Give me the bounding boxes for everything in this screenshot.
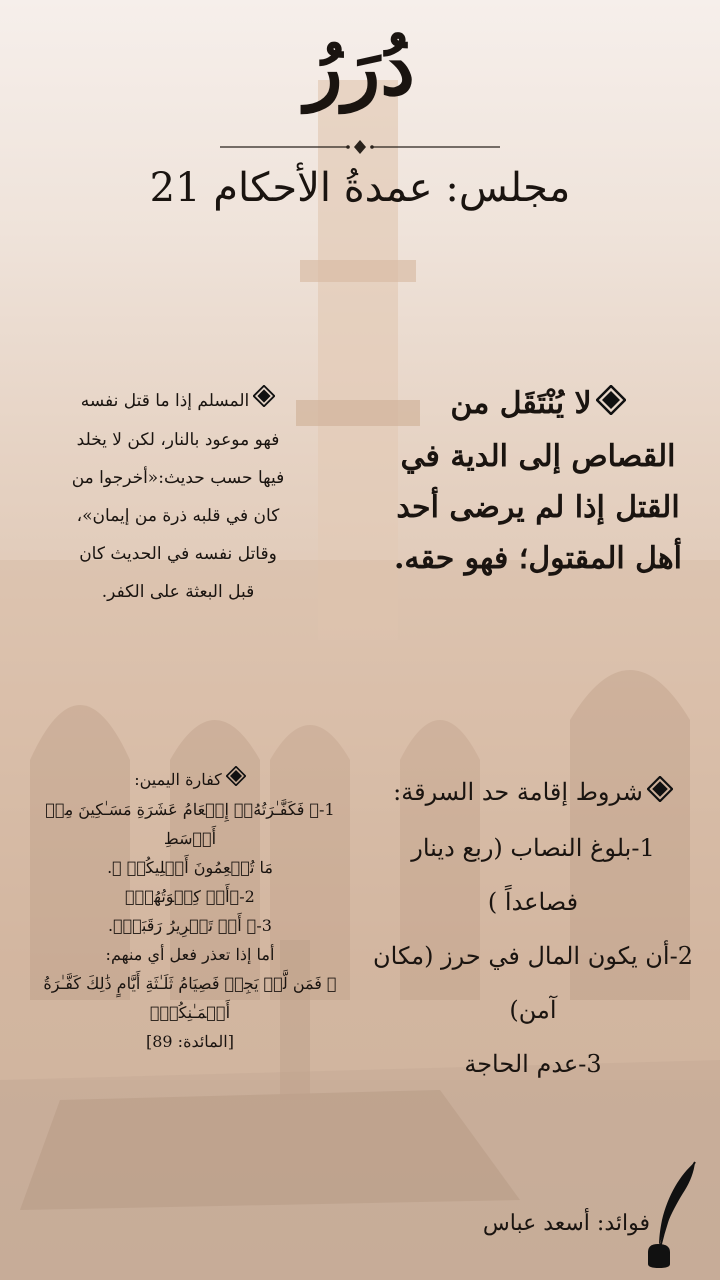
theft-line-1: شروط إقامة حد السرقة:	[373, 765, 693, 821]
theft-line-3: فصاعداً )	[487, 887, 579, 916]
suicide-line-5: وقاتل نفسه في الحديث كان	[79, 543, 277, 564]
qisas-line-1: لا يُنْتَقَل من	[378, 378, 698, 431]
theft-line-5: آمن)	[509, 995, 557, 1024]
kaffara-line-8: أَيۡمَـٰنِكُمۡ﴾	[149, 1003, 231, 1022]
qisas-block	[378, 378, 698, 584]
qisas-line-3: القتل إذا لم يرضى أحد	[396, 489, 680, 525]
theft-line-2: 1-بلوغ النصاب (ربع دينار	[411, 833, 655, 862]
diamond-bullet-icon	[647, 767, 673, 821]
theft-line-4: 2-أن يكون المال في حرز (مكان	[373, 941, 693, 970]
ornament-divider-icon	[220, 140, 500, 154]
kaffara-line-4: 2-﴿أَوۡ كِسۡوَتُهُمۡ﴾	[125, 887, 255, 906]
diamond-bullet-icon	[596, 380, 626, 431]
diamond-bullet-icon	[226, 766, 246, 795]
kaffara-block	[20, 765, 360, 1056]
kaffara-line-5: 3-﴿ أَوۡ تَحۡرِيرُ رَقَبَةٖ﴾.	[108, 916, 272, 935]
kaffara-line-7: ﴿ فَمَن لَّمۡ يَجِدۡ فَصِيَامُ ثَلَـٰثَةِ أَيَّامٍ ذَٰلِكَ كَفَّـٰرَةُ	[43, 974, 337, 993]
kaffara-line-3: مَا تُطۡعِمُونَ أَهۡلِيكُمۡ ﴾.	[107, 858, 273, 877]
qisas-line-2: القصاص إلى الدية في	[400, 438, 676, 474]
suicide-line-6: قبل البعثة على الكفر.	[101, 581, 255, 602]
suicide-line-4: كان في قلبه ذرة من إيمان»،	[76, 505, 280, 526]
diamond-bullet-icon	[253, 383, 275, 421]
suicide-line-3: فيها حسب حديث:«أخرجوا من	[71, 467, 285, 488]
brand-title: دُرَرُ	[304, 22, 416, 113]
quill-inkwell-icon	[640, 1160, 700, 1270]
suicide-block	[28, 382, 328, 611]
qisas-line-4: أهل المقتول؛ فهو حقه.	[393, 540, 682, 576]
author-credit: فوائد: أسعد عباس	[482, 1211, 650, 1236]
theft-block	[373, 765, 693, 1091]
kaffara-line-9: [المائدة: 89]	[145, 1032, 234, 1051]
theft-line-6: 3-عدم الحاجة	[464, 1049, 602, 1078]
session-subtitle: مجلس: عمدةُ الأحكام 21	[149, 165, 571, 211]
kaffara-line-1: كفارة اليمين:	[20, 765, 360, 795]
kaffara-line-2: 1-﴿ فَكَفَّـٰرَتُهُۥٓ إِطۡعَامُ عَشَرَةِ مَسَـٰكِينَ مِنۡ أَوۡسَطِ	[45, 800, 335, 848]
suicide-line-2: فهو موعود بالنار، لكن لا يخلد	[76, 429, 280, 450]
suicide-line-1: المسلم إذا ما قتل نفسه	[28, 382, 328, 421]
kaffara-line-6: أما إذا تعذر فعل أي منهم:	[105, 945, 275, 964]
